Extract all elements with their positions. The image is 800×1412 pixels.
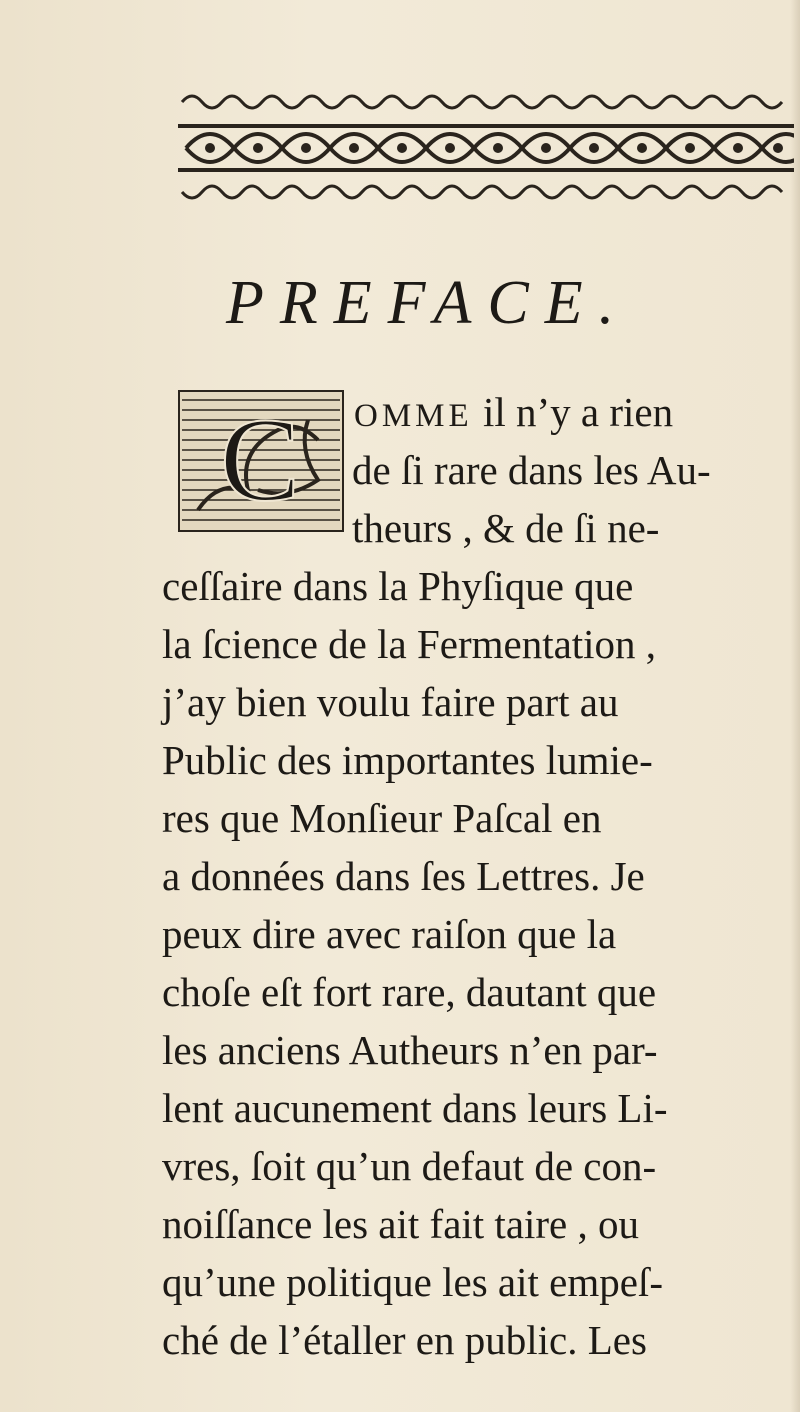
text-line-7: Public des importantes lumie- xyxy=(162,737,653,783)
page-title: PREFACE. xyxy=(226,269,631,337)
text-line-9: a données dans ſes Lettres. Je xyxy=(162,853,645,899)
page-edge-shadow xyxy=(790,0,800,1412)
ornamental-dropcap-c xyxy=(178,390,344,532)
text-line-14: vres, ſoit qu’un defaut de con- xyxy=(162,1143,657,1189)
text-line-17: ché de l’étaller en public. Les xyxy=(162,1317,647,1363)
text-line-8: res que Monſieur Paſcal en xyxy=(162,795,602,841)
text-line-2: de ſi rare dans les Au- xyxy=(352,447,711,493)
text-line-1-rest: il n’y a rien xyxy=(482,389,674,435)
text-line-12: les anciens Autheurs n’en par- xyxy=(162,1027,658,1073)
text-line-4: ceſſaire dans la Phyſique que xyxy=(162,563,634,609)
text-line-5: la ſcience de la Fermentation , xyxy=(162,621,657,667)
dropcap-letter: C xyxy=(219,393,301,526)
text-line-13: lent aucunement dans leurs Li- xyxy=(162,1085,668,1131)
text-line-11: choſe eſt fort rare, dautant que xyxy=(162,969,657,1015)
text-line-15: noiſſance les ait fait taire , ou xyxy=(162,1201,640,1247)
text-line-1 xyxy=(354,384,673,444)
decorative-headpiece xyxy=(178,88,794,206)
text-line-1-smallcaps: OMME xyxy=(354,398,473,434)
text-line-3: theurs , & de ſi ne- xyxy=(352,505,660,551)
text-line-10: peux dire avec raiſon que la xyxy=(162,911,617,957)
text-line-6: j’ay bien voulu faire part au xyxy=(162,679,619,725)
text-line-16: qu’une politique les ait empeſ- xyxy=(162,1259,663,1305)
